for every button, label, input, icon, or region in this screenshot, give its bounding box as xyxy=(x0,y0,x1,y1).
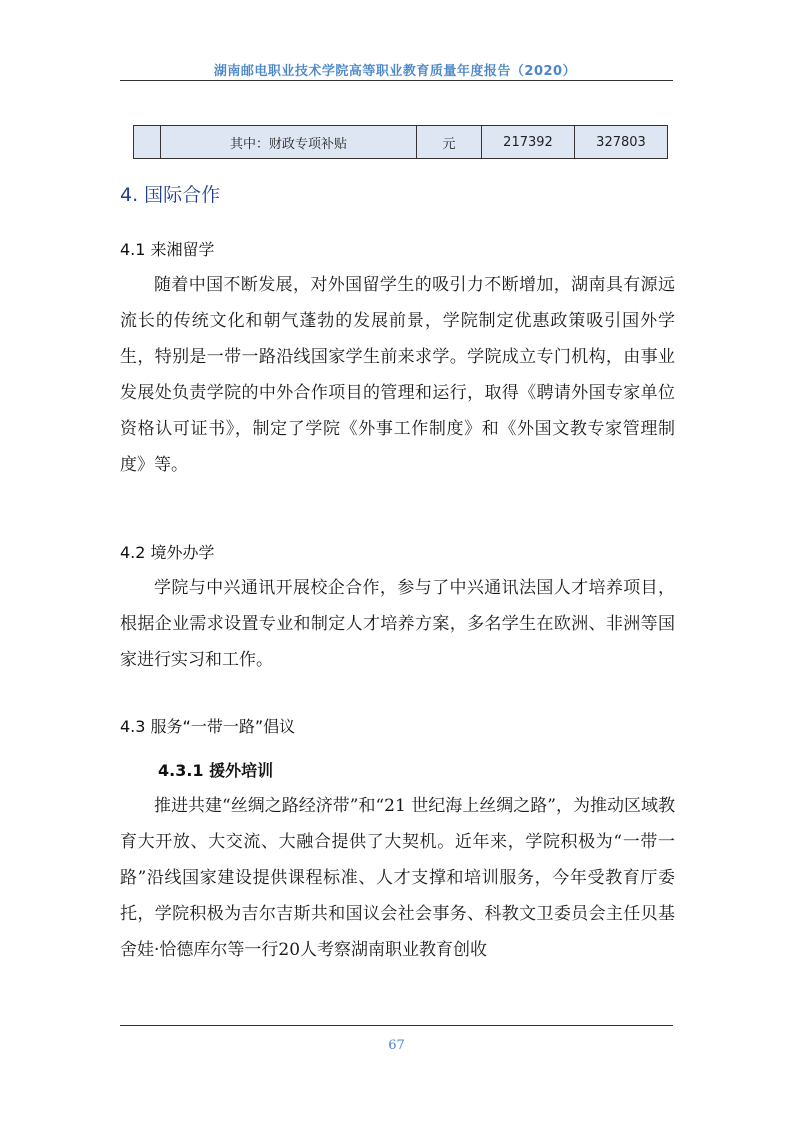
table-cell-value-1: 217392 xyxy=(482,126,575,159)
subsection-heading-4-3: 4.3 服务“一带一路”倡议 xyxy=(120,717,296,736)
subsection-heading-4-1: 4.1 来湘留学 xyxy=(120,240,215,259)
table-indent-cell xyxy=(134,126,161,159)
header-divider xyxy=(120,80,673,81)
page-number: 67 xyxy=(388,1038,405,1053)
table-cell-label: 其中：财政专项补贴 xyxy=(161,126,417,159)
subsection-heading-4-3-1: 4.3.1 援外培训 xyxy=(158,761,274,780)
table-cell-value-2: 327803 xyxy=(575,126,668,159)
finance-table-fragment xyxy=(133,125,668,159)
subsection-heading-4-2: 4.2 境外办学 xyxy=(120,543,215,562)
paragraph-4-2: 学院与中兴通讯开展校企合作，参与了中兴通讯法国人才培养项目，根据企业需求设置专业和制定人才培养方案，多名学生在欧洲、非洲等国家进行实习和工作。 xyxy=(120,578,675,670)
paragraph-4-3-1: 推进共建“丝绸之路经济带”和“21 世纪海上丝绸之路”，为推动区域教育大开放、大交流、大融合提供了大契机。近年来，学院积极为“一带一路”沿线国家建设提供课程标准、人才支撑和培训服务，今年受教育厅委托，学院积极为吉尔吉斯共和国议会社会事务、科教文卫委员会主任贝基舍娃·恰德库尔等一行20人考察湖南职业教育创收 xyxy=(120,796,675,960)
footer-divider xyxy=(120,1025,673,1026)
section-heading-international-cooperation: 4. 国际合作 xyxy=(120,184,221,206)
report-header-title: 湖南邮电职业技术学院高等职业教育质量年度报告（2020） xyxy=(213,64,577,79)
paragraph-4-1: 随着中国不断发展，对外国留学生的吸引力不断增加，湖南具有源远流长的传统文化和朝气蓬勃的发展前景，学院制定优惠政策吸引国外学生，特别是一带一路沿线国家学生前来求学。学院成立专门机构，由事业发展处负责学院的中外合作项目的管理和运行，取得《聘请外国专家单位资格认可证书》，制定了学院《外事工作制度》和《外国文教专家管理制度》等。 xyxy=(120,275,675,475)
table-row xyxy=(134,126,668,159)
table-cell-unit: 元 xyxy=(417,126,482,159)
